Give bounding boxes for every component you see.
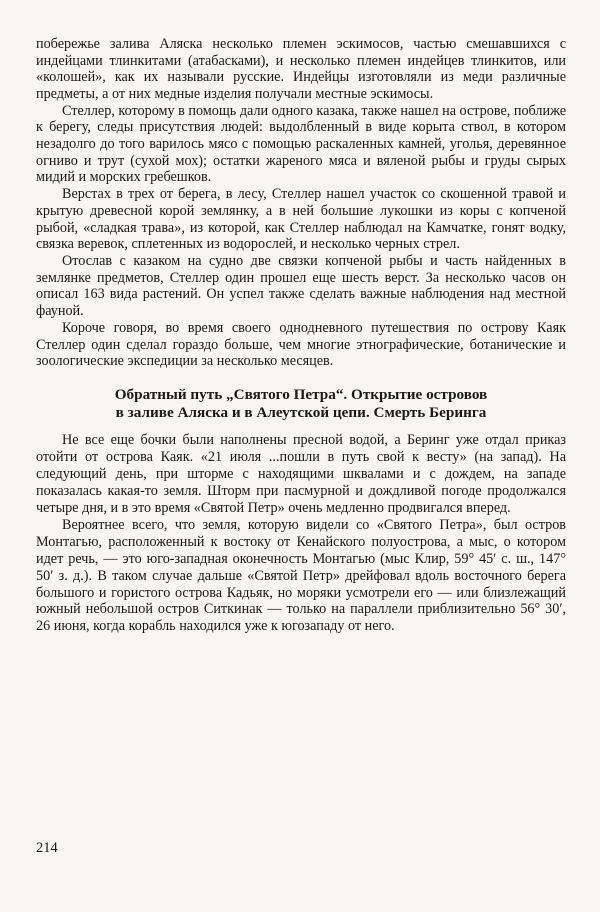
paragraph: Стеллер, которому в помощь дали одного казака, также нашел на острове, поближе к берегу, следы присутствия людей: выдолбленный в виде корыта ствол, в котором незадолго до того варилось мясо с помощью раскаленных камней, уголья, деревянное огниво и трут (сухой мох); остатки жареного мяса и вяленой рыбы и груды сырых мидий и морских гребешков.: [36, 102, 566, 186]
section-heading: [36, 386, 566, 422]
section-body: [36, 432, 566, 635]
paragraph: Отослав с казаком на судно две связки копченой рыбы и часть найденных в землянке предметов, Стеллер один прошел еще шесть верст. За несколько часов он описал 163 вида растений. Он успел также сделать важные наблюдения над местной фауной.: [36, 253, 566, 319]
paragraph: побережье залива Аляска несколько племен эскимосов, частью смешавшихся с индейцами тлинкитами (атабасками), и несколько племен индейцев тлинкитов, или «колошей», как их называли русские. Индейцы изготовляли из меди различные предметы, а от них медные изделия получали местные эскимосы.: [36, 36, 566, 102]
paragraph: Верстах в трех от берега, в лесу, Стеллер нашел участок со скошенной травой и крытую древесной корой землянку, а в ней большие лукошки из коры с копченой рыбой, «сладкая трава», из которой, как Стеллер наблюдал на Камчатке, гонят водку, связка веревок, сплетенных из водорослей, и несколько черных стрел.: [36, 186, 566, 253]
paragraph: Не все еще бочки были наполнены пресной водой, а Беринг уже отдал приказ отойти от острова Каяк. «21 июля ...пошли в путь свой к весту» (на запад). На следующий день, при шторме с находящими шквалами и с дождем, на западе показалась какая-то земля. Шторм при пасмурной и дождливой погоде продолжался четыре дня, и в это время «Святой Петр» очень медленно продвигался вперед.: [36, 431, 566, 516]
page-number: 214: [36, 840, 58, 856]
paragraph: Короче говоря, во время своего однодневного путешествия по острову Каяк Стеллер один сделал гораздо больше, чем многие этнографические, ботанические и зоологические экспедиции за несколько месяцев.: [36, 320, 566, 370]
section-heading-line-2: в заливе Аляска и в Алеутской цепи. Смерть Беринга: [115, 403, 487, 421]
paragraph: Вероятнее всего, что земля, которую видели со «Святого Петра», был остров Монтагью, расположенный к востоку от Кенайского полуострова, а мыс, о котором идет речь, — это юго-западная оконечность Монтагью (мыс Клир, 59° 45′ с. ш., 147° 50′ з. д.). В таком случае дальше «Святой Петр» дрейфовал вдоль восточного берега большого и гористого острова Кадьяк, но моряки усмотрели его — или близлежащий южный небольшой остров Ситкинак — только на параллели приблизительно 56° 30′, 26 июня, когда корабль находился уже к югозападу от него.: [36, 516, 566, 635]
section-heading-line-1: Обратный путь „Святого Петра“. Открытие островов: [114, 385, 488, 403]
page-text: [36, 36, 566, 635]
